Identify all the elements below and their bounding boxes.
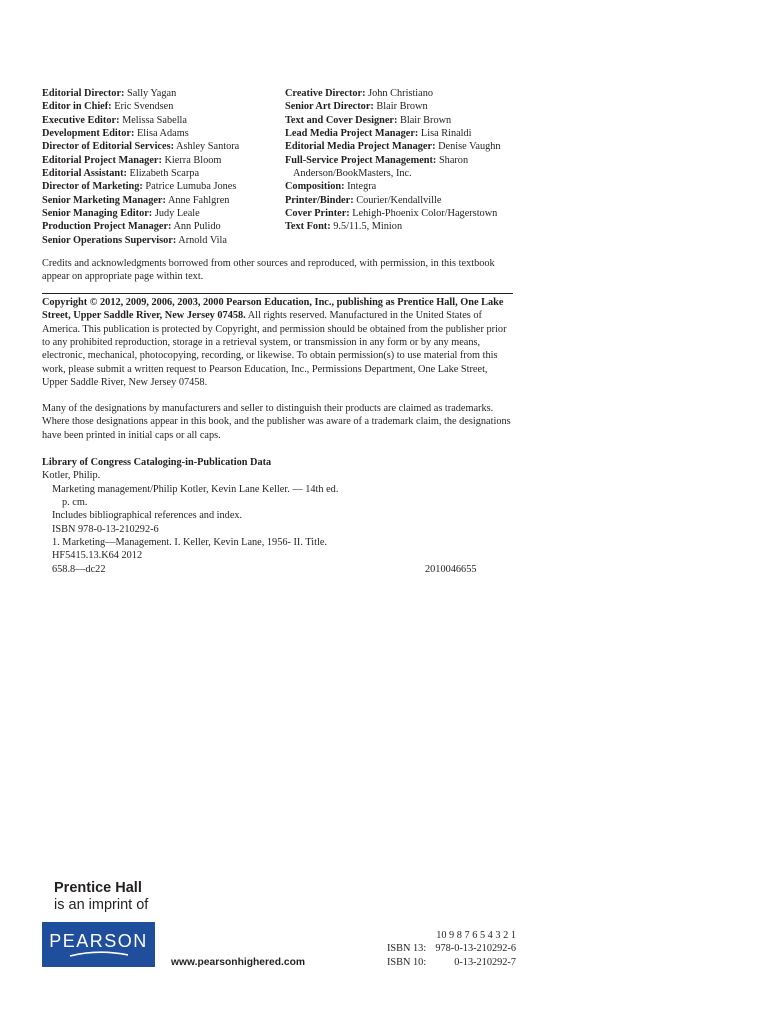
print-line: 10 9 8 7 6 5 4 3 2 1 <box>436 930 516 941</box>
credit-line: Editorial Project Manager: Kierra Bloom <box>42 154 222 166</box>
cip-heading: Library of Congress Cataloging-in-Publication Data <box>42 457 272 468</box>
credit-line: Editorial Media Project Manager: Denise Vaughn <box>285 141 501 153</box>
isbn13-label: ISBN 13: <box>387 943 427 955</box>
cip-lccn: 2010046655 <box>425 563 477 575</box>
credit-line: Development Editor: Elisa Adams <box>42 128 189 140</box>
credit-line: Editor in Chief: Eric Svendsen <box>42 101 174 113</box>
cip-call-number: HF5415.13.K64 2012 <box>52 550 143 562</box>
credit-line: Text Font: 9.5/11.5, Minion <box>285 221 403 233</box>
trademark-notice: Many of the designations by manufacturers and seller to distinguish their products are claimed as trademarks. Where those designations appear in this book, and the publisher was aware of a trademark claim, the designations have been printed in initial caps or all caps. <box>42 403 511 441</box>
credit-line: Editorial Director: Sally Yagan <box>42 88 177 99</box>
divider <box>42 293 513 294</box>
cip-isbn: ISBN 978-0-13-210292-6 <box>52 523 159 535</box>
isbn10-label: ISBN 10: <box>387 956 427 968</box>
cip-pages: p. cm. <box>62 497 88 509</box>
credit-line: Director of Marketing: Patrice Lumuba Jones <box>42 181 237 193</box>
print-info <box>370 929 516 969</box>
copyright-notice: Copyright © 2012, 2009, 2006, 2003, 2000 Pearson Education, Inc., publishing as Prentice Hall, One Lake Street, Upper Saddle River, New Jersey 07458. All rights reserved. Manufactured in the United States of America. This publication is protected by Copyright, and permission should be obtained from the publisher prior to any prohibited reproduction, storage in a retrieval system, or transmission in any form or by any means, electronic, mechanical, photocopying, recording, or likewise. To obtain permission(s) to use material from this work, please submit a written request to Pearson Education, Inc., Permissions Department, One Lake Street, Upper Saddle River, New Jersey 07458. <box>42 297 507 389</box>
logo-swoosh-icon <box>42 922 155 967</box>
isbn13-value: 978-0-13-210292-6 <box>435 943 516 955</box>
cip-author: Kotler, Philip. <box>42 470 101 482</box>
imprint-statement <box>54 880 148 914</box>
isbn13-row <box>370 942 516 955</box>
publisher-name: Prentice Hall <box>54 880 142 896</box>
credit-line: Editorial Assistant: Elizabeth Scarpa <box>42 168 200 180</box>
cip-classification <box>42 563 512 576</box>
credits-right-column <box>285 87 525 234</box>
credit-line: Lead Media Project Manager: Lisa Rinaldi <box>285 128 472 140</box>
credit-line: Senior Managing Editor: Judy Leale <box>42 208 200 220</box>
credit-line: Director of Editorial Services: Ashley Santora <box>42 141 240 153</box>
credit-line: Creative Director: John Christiano <box>285 88 434 99</box>
credit-line: Cover Printer: Lehigh-Phoenix Color/Hagerstown <box>285 208 498 220</box>
credit-line: Executive Editor: Melissa Sabella <box>42 114 187 126</box>
credit-line: Senior Marketing Manager: Anne Fahlgren <box>42 194 230 206</box>
credit-line: Full-Service Project Management: Sharon <box>285 154 469 166</box>
cip-title: Marketing management/Philip Kotler, Kevin Lane Keller. — 14th ed. <box>52 483 339 495</box>
imprint-tagline: is an imprint of <box>54 897 149 913</box>
cip-data <box>42 456 512 576</box>
isbn10-row <box>370 956 516 969</box>
cip-subjects: 1. Marketing—Management. I. Keller, Kevin Lane, 1956- II. Title. <box>52 537 327 549</box>
credit-line: Senior Art Director: Blair Brown <box>285 101 428 113</box>
credit-line: Production Project Manager: Ann Pulido <box>42 221 221 233</box>
credits-left-column <box>42 87 278 247</box>
credit-line: Composition: Integra <box>285 181 377 193</box>
cip-dewey: 658.8—dc22 <box>52 563 106 575</box>
isbn10-value: 0-13-210292-7 <box>454 956 516 968</box>
credit-line: Text and Cover Designer: Blair Brown <box>285 114 452 126</box>
credit-line: Printer/Binder: Courier/Kendallville <box>285 194 442 206</box>
credit-line: Senior Operations Supervisor: Arnold Vila <box>42 234 227 246</box>
credits-note: Credits and acknowledgments borrowed from other sources and reproduced, with permission, in this textbook appear on appropriate page within text. <box>42 258 495 283</box>
cip-notes: Includes bibliographical references and index. <box>52 510 243 522</box>
publisher-url: www.pearsonhighered.com <box>171 957 306 968</box>
pearson-logo-text: PEARSON <box>49 931 148 951</box>
credit-continuation: Anderson/BookMasters, Inc. <box>293 168 412 180</box>
pearson-logo <box>42 922 155 967</box>
